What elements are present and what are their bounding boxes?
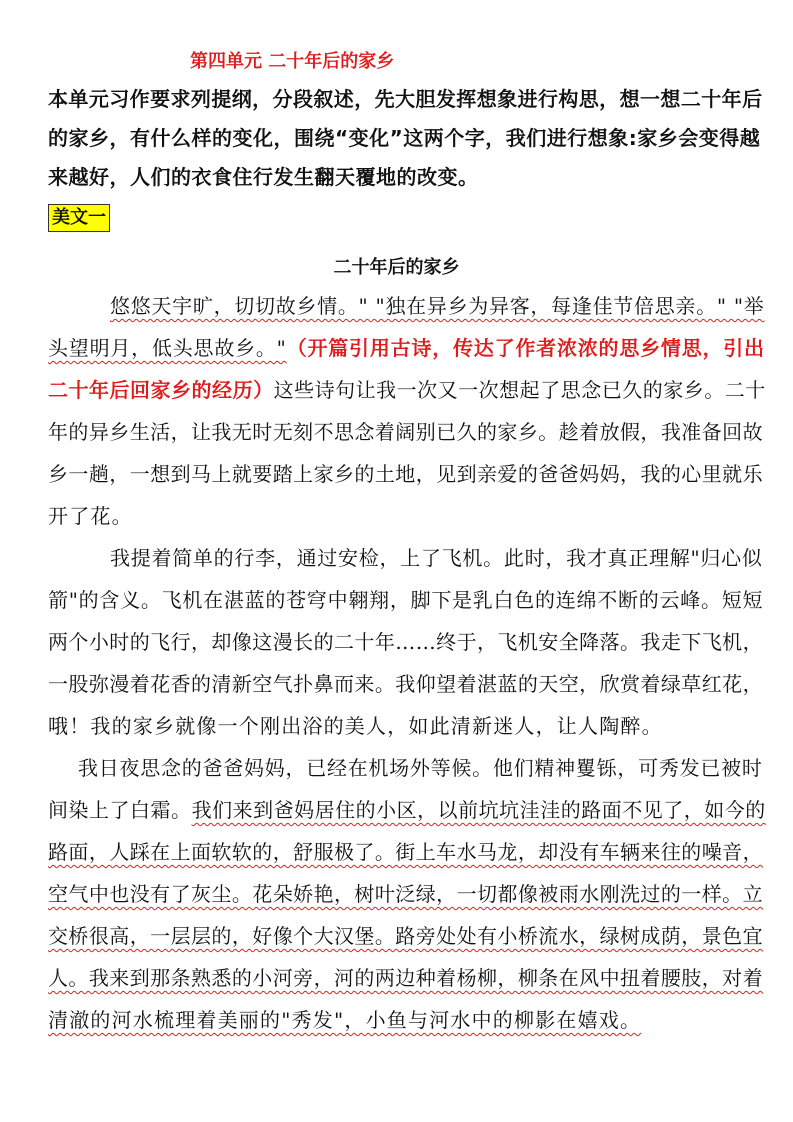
highlight-text: 空气中也没有了灰尘。花朵娇艳，树叶泛绿，一切都像被雨水刚洗过的一样。立 xyxy=(48,882,763,906)
highlight-text: 我们来到爸妈居住的小区，以前坑坑洼洼的路面不见了，如今的 xyxy=(191,798,766,822)
essay-title: 二十年后的家乡 xyxy=(333,257,460,278)
highlight-text: 交桥很高，一层层的，好像个大汉堡。路旁处处有小桥流水，绿树成荫，景色宜 xyxy=(48,924,763,948)
p1-line-1 xyxy=(110,292,764,320)
intro-line-3: 来越好，人们的衣食住行发生翻天覆地的改变。 xyxy=(48,165,479,189)
annotation-note: （开篇引用古诗，传达了作者浓浓的思乡情思，引出 xyxy=(286,336,765,360)
p1-line-5: 乡一趟，一想到马上就要踏上家乡的土地，见到亲爱的爸爸妈妈，我的心里就乐 xyxy=(48,462,763,486)
p2-line-4: 一股弥漫着花香的清新空气扑鼻而来。我仰望着湛蓝的天空，欣赏着绿草红花， xyxy=(48,672,763,696)
p3-text: 间染上了白霜。 xyxy=(48,798,192,822)
p1-line-3 xyxy=(48,376,766,404)
p1-line-2 xyxy=(48,334,765,362)
p1-line-4: 年的异乡生活，让我无时无刻不思念着阔别已久的家乡。趁着放假，我准备回故 xyxy=(48,420,763,444)
p3-line-4 xyxy=(48,880,763,908)
p2-line-2: 箭"的含义。飞机在湛蓝的苍穹中翱翔，脚下是乳白色的连绵不断的云峰。短短 xyxy=(48,588,764,612)
p1-text: 这些诗句让我一次又一次想起了思念已久的家乡。二十 xyxy=(273,378,766,402)
p3-line-1: 我日夜思念的爸爸妈妈，已经在机场外等候。他们精神矍铄，可秀发已被时 xyxy=(78,756,763,780)
poem-quote: 悠悠天宇旷，切切故乡情。" "独在异乡为异客，每逢佳节倍思亲。" "举 xyxy=(110,294,765,318)
p3-line-7 xyxy=(48,1006,641,1034)
p2-line-1: 我提着简单的行李，通过安检，上了飞机。此时，我才真正理解"归心似 xyxy=(110,546,763,570)
essay-tag: 美文一 xyxy=(48,204,110,232)
annotation-note-end: 二十年后回家乡的经历） xyxy=(48,378,274,402)
p2-line-3: 两个小时的飞行，却像这漫长的二十年……终于，飞机安全降落。我走下飞机， xyxy=(48,630,763,654)
p3-line-5 xyxy=(48,922,763,950)
intro-line-1: 本单元习作要求列提纲，分段叙述，先大胆发挥想象进行构思，想一想二十年后 xyxy=(48,87,763,111)
p3-line-6 xyxy=(48,964,763,992)
p1-line-6: 开了花。 xyxy=(48,504,133,528)
highlight-text: 路面，人踩在上面软软的，舒服极了。街上车水马龙，却没有车辆来往的噪音， xyxy=(48,840,763,864)
highlight-text: 清澈的河水梳理着美丽的"秀发"，小鱼与河水中的柳影在嬉戏。 xyxy=(48,1008,642,1032)
p3-line-3 xyxy=(48,838,763,866)
p3-line-2 xyxy=(48,796,766,824)
unit-heading: 第四单元 二十年后的家乡 xyxy=(190,51,395,72)
intro-line-2: 的家乡，有什么样的变化，围绕“变化”这两个字，我们进行想象:家乡会变得越 xyxy=(48,126,761,150)
poem-quote-end: 头望明月，低头思故乡。" xyxy=(48,336,287,360)
p2-line-5: 哦！我的家乡就像一个刚出浴的美人，如此清新迷人，让人陶醉。 xyxy=(48,714,663,738)
highlight-text: 人。我来到那条熟悉的小河旁，河的两边种着杨柳，柳条在风中扭着腰肢，对着 xyxy=(48,966,763,990)
